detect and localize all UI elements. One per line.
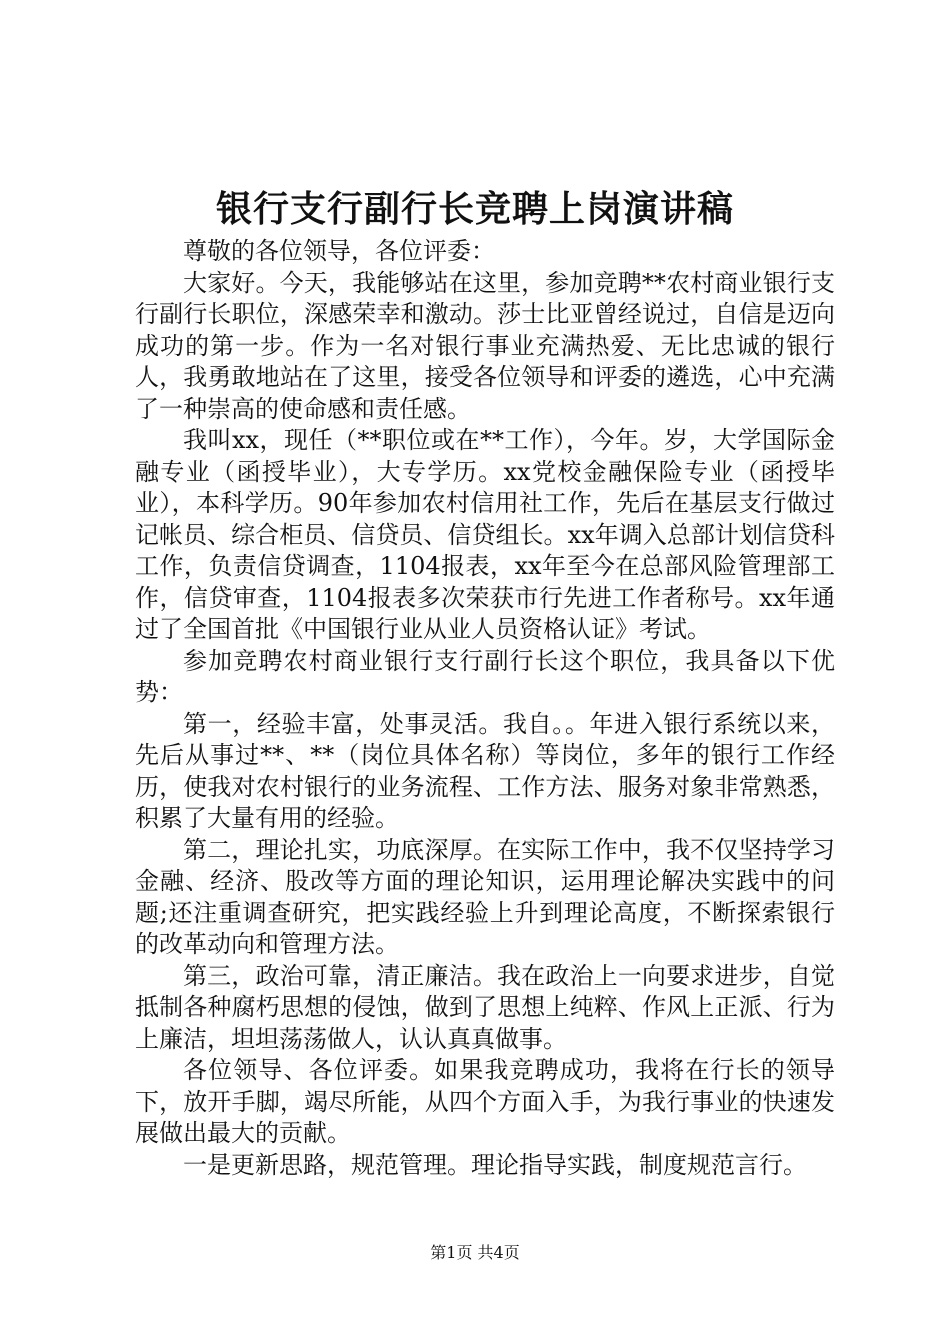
paragraph-commitment: 各位领导、各位评委。如果我竞聘成功，我将在行长的领导下，放开手脚，竭尽所能，从四个方面入手，为我行事业的快速发展做出最大的贡献。 bbox=[135, 1056, 835, 1147]
paragraph-advantage-one: 第一，经验丰富，处事灵活。我自。。年进入银行系统以来，先后从事过**、**（岗位具体名称）等岗位，多年的银行工作经历，使我对农村银行的业务流程、工作方法、服务对象非常熟悉，积累了大量有用的经验。 bbox=[135, 709, 835, 832]
paragraph-plan-one: 一是更新思路，规范管理。理论指导实践，制度规范言行。 bbox=[183, 1150, 807, 1179]
document-title: 银行支行副行长竞聘上岗演讲稿 bbox=[215, 188, 734, 230]
paragraph-salutation: 尊敬的各位领导，各位评委： bbox=[183, 237, 495, 265]
paragraph-advantage-two: 第二，理论扎实，功底深厚。在实际工作中，我不仅坚持学习金融、经济、股改等方面的理论知识，运用理论解决实践中的问题;还注重调查研究，把实践经验上升到理论高度，不断探索银行的改革动向和管理方法。 bbox=[135, 835, 835, 958]
document-body bbox=[135, 236, 835, 1181]
page-number-footer: 第1页 共4页 bbox=[430, 1243, 520, 1262]
paragraph-advantages-intro: 参加竞聘农村商业银行支行副行长这个职位，我具备以下优势： bbox=[135, 646, 835, 706]
paragraph-advantage-three: 第三，政治可靠，清正廉洁。我在政治上一向要求进步，自觉抵制各种腐朽思想的侵蚀，做到了思想上纯粹、作风上正派、行为上廉洁，坦坦荡荡做人，认认真真做事。 bbox=[135, 961, 835, 1053]
paragraph-greeting: 大家好。今天，我能够站在这里，参加竞聘**农村商业银行支行副行长职位，深感荣幸和激动。莎士比亚曾经说过，自信是迈向成功的第一步。作为一名对银行事业充满热爱、无比忠诚的银行人，我勇敢地站在了这里，接受各位领导和评委的遴选，心中充满了一种崇高的使命感和责任感。 bbox=[135, 268, 835, 423]
paragraph-self-introduction: 我叫xx，现任（**职位或在**工作），今年。岁，大学国际金融专业（函授毕业），大专学历。xx党校金融保险专业（函授毕业），本科学历。90年参加农村信用社工作，先后在基层支行做过记帐员、综合柜员、信贷员、信贷组长。xx年调入总部计划信贷科工作，负责信贷调查，1104报表，xx年至今在总部风险管理部工作，信贷审查，1104报表多次荣获市行先进工作者称号。xx年通过了全国首批《中国银行业从业人员资格认证》考试。 bbox=[135, 426, 835, 643]
